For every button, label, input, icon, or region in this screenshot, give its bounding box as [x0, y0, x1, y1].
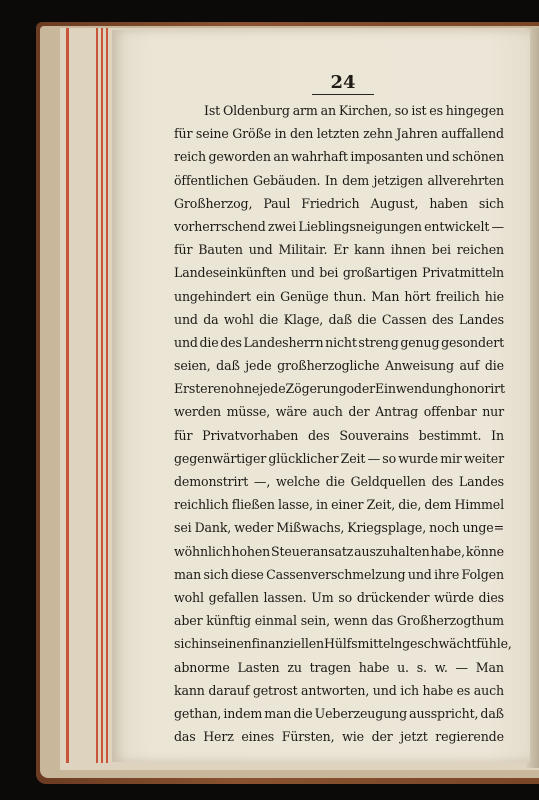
text-line: aber künftig einmal sein, wenn das Großherzogthum	[174, 613, 504, 629]
text-line: wohl gefallen lassen. Um so drückender würde dies	[174, 589, 504, 605]
text-line: man sich diese Cassenverschmelzung und ihre Folgen	[174, 566, 504, 582]
text-line: Ersteren ohne jede Zögerung oder Einwendung honorirt	[174, 381, 505, 397]
text-line: und die des Landesherrn nicht streng genug gesondert	[174, 334, 504, 350]
text-line: demonstrirt —, welche die Geldquellen des Landes	[174, 474, 504, 489]
text-line: gegenwärtiger glücklicher Zeit — so wurde mir weiter	[174, 450, 504, 466]
text-line: gethan, indem man die Ueberzeugung ausspricht, daß	[174, 705, 504, 721]
text-line: für Privatvorhaben des Souverains bestimmt. In	[174, 427, 504, 443]
page-text	[174, 99, 512, 748]
text-line: reich geworden an wahrhaft imposanten und schönen	[174, 149, 504, 165]
text-line: kann darauf getrost antworten, und ich habe es auch	[174, 682, 504, 698]
text-line: seien, daß jede großherzogliche Anweisung auf die	[174, 358, 504, 374]
text-line: werden müsse, wäre auch der Antrag offenbar nur	[174, 404, 504, 420]
text-line: öffentlichen Gebäuden. In dem jetzigen allverehrten	[174, 172, 504, 188]
red-page-edge	[96, 28, 98, 763]
text-line: Ist Oldenburg arm an Kirchen, so ist es hingegen	[204, 103, 504, 118]
text-line: und da wohl die Klage, daß die Cassen des Landes	[174, 311, 504, 327]
text-line: reichlich fließen lasse, in einer Zeit, die, dem Himmel	[174, 497, 504, 513]
text-line: vorherrschend zwei Lieblingsneigungen entwickelt —	[174, 218, 504, 234]
red-page-edge	[66, 28, 69, 763]
red-page-edge	[106, 28, 108, 763]
text-line: wöhnlich hohen Steueransatz auszuhalten habe, könne	[174, 543, 504, 559]
text-line: ungehindert ein Genüge thun. Man hört freilich hie	[174, 288, 504, 304]
text-line: Großherzog, Paul Friedrich August, haben sich	[174, 195, 504, 211]
text-line: das Herz eines Fürsten, wie der jetzt regierende	[174, 729, 504, 745]
text-line: für seine Größe in den letzten zehn Jahren auffallend	[174, 126, 504, 142]
red-page-edge	[101, 28, 103, 763]
page-number: 24	[312, 72, 374, 95]
text-line: abnorme Lasten zu tragen habe u. s. w. — Man	[174, 659, 504, 675]
text-line: Landeseinkünften und bei großartigen Privatmitteln	[174, 265, 504, 281]
text-line: sich in seinen finanziellen Hülfsmitteln geschwächt fühle,	[174, 636, 512, 652]
text-line: für Bauten und Militair. Er kann ihnen bei reichen	[174, 242, 504, 258]
text-line: sei Dank, weder Mißwachs, Kriegsplage, noch unge=	[174, 520, 504, 536]
